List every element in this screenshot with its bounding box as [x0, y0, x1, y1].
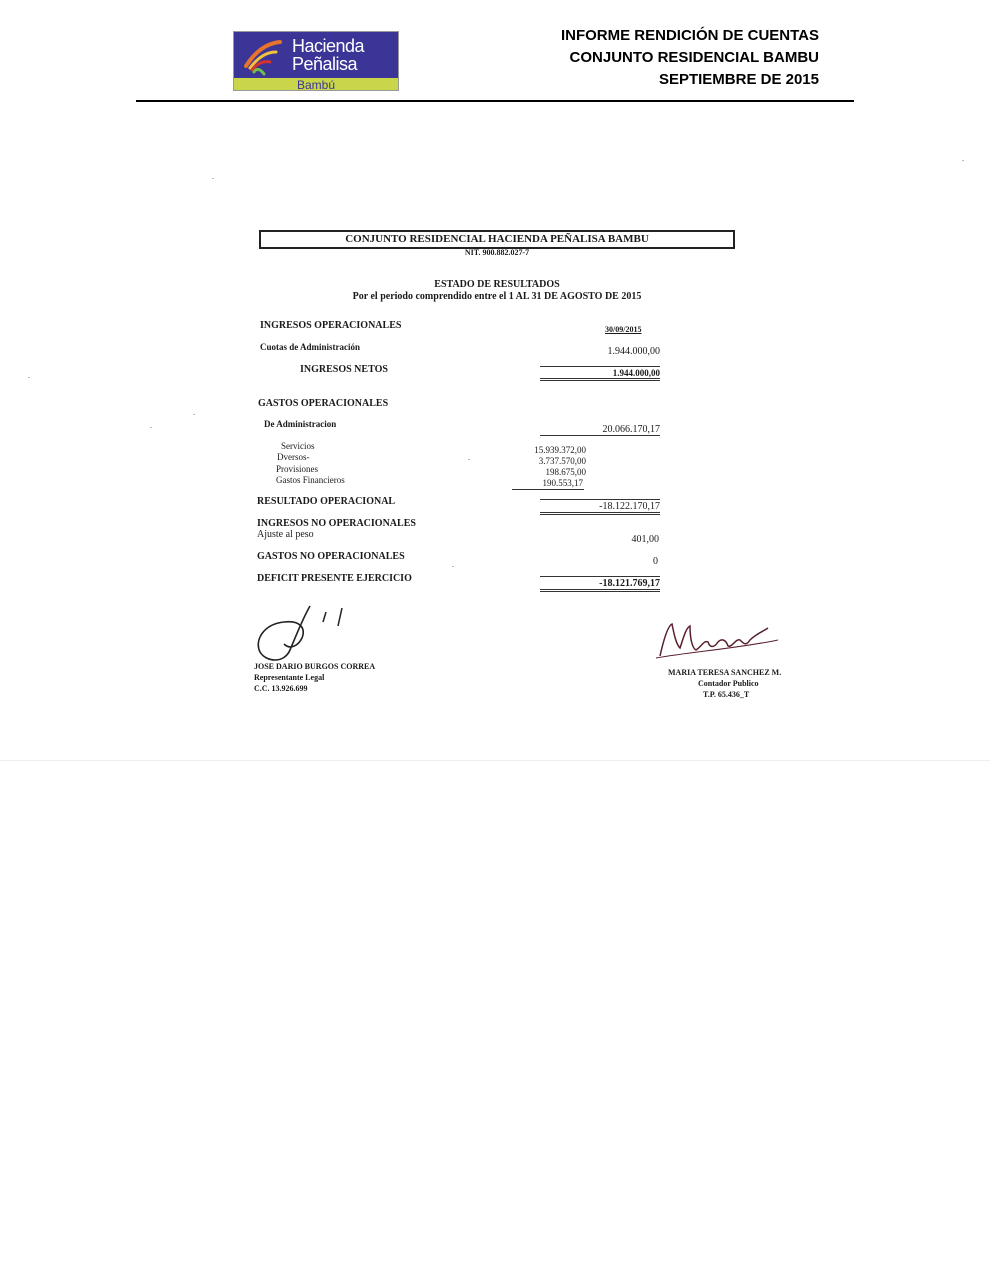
- column-date: 30/09/2015: [605, 325, 642, 334]
- scan-speck: [468, 459, 470, 460]
- logo-line-1: Hacienda: [292, 36, 365, 56]
- right-signer-role: Contador Publico: [698, 679, 759, 688]
- scan-speck: [452, 566, 454, 567]
- gasto-item-label: Gastos Financieros: [276, 475, 345, 485]
- scan-speck: [962, 160, 964, 161]
- report-date: SEPTIEMBRE DE 2015: [658, 71, 819, 88]
- ajuste-label: Ajuste al peso: [257, 529, 314, 540]
- left-signer-id: C.C. 13.926.699: [254, 684, 308, 693]
- scan-speck: [193, 414, 195, 415]
- scan-speck: [150, 427, 152, 428]
- company-name: CONJUNTO RESIDENCIAL HACIENDA PEÑALISA BAMBU: [345, 233, 649, 245]
- left-signer-role: Representante Legal: [254, 673, 325, 682]
- deficit-value: -18.121.769,17: [540, 576, 660, 592]
- company-title-box: [259, 230, 735, 249]
- gasto-item-label: Dversos-: [277, 452, 310, 462]
- admin-label: De Administracion: [264, 419, 337, 429]
- company-nit: NIT. 900.882.027-7: [464, 248, 530, 257]
- legal-representative-signature: [250, 600, 360, 666]
- gasto-item-label: Provisiones: [276, 464, 319, 474]
- gastos-operacionales-label: GASTOS OPERACIONALES: [258, 398, 389, 409]
- ingresos-netos-value: 1.944.000,00: [540, 366, 660, 381]
- accountant-signature: [650, 618, 785, 664]
- statement-period: Por el periodo comprendido entre el 1 AL 31 DE AGOSTO DE 2015: [352, 291, 642, 302]
- gasto-item-value: 198.675,00: [545, 467, 586, 477]
- cuotas-value: 1.944.000,00: [607, 346, 660, 357]
- ingresos-netos-label: INGRESOS NETOS: [300, 364, 388, 375]
- report-subtitle: CONJUNTO RESIDENCIAL BAMBU: [569, 49, 819, 66]
- scan-speck: [28, 377, 30, 378]
- report-title: INFORME RENDICIÓN DE CUENTAS: [560, 27, 819, 44]
- scan-speck: [212, 178, 214, 179]
- gasto-item-label: Servicios: [281, 441, 315, 451]
- right-signer-id: T.P. 65.436_T: [703, 690, 750, 699]
- gasto-item-value: 3.737.570,00: [538, 456, 586, 466]
- ajuste-value: 401,00: [631, 534, 659, 545]
- ingresos-no-operacionales-label: INGRESOS NO OPERACIONALES: [257, 518, 416, 529]
- gastos-no-operacionales-value: 0: [653, 556, 658, 567]
- right-signer-name: MARIA TERESA SANCHEZ M.: [668, 668, 782, 677]
- scan-bottom-edge: [0, 760, 990, 761]
- logo-line-2: Peñalisa: [292, 54, 358, 74]
- gasto-item-value: 15.939.372,00: [534, 445, 586, 455]
- cuotas-label: Cuotas de Administración: [260, 342, 361, 352]
- deficit-label: DEFICIT PRESENTE EJERCICIO: [257, 573, 412, 584]
- gasto-item-value: 190.553,17: [542, 478, 583, 488]
- subtotal-underline: [512, 489, 584, 490]
- gastos-no-operacionales-label: GASTOS NO OPERACIONALES: [257, 551, 405, 562]
- statement-title: ESTADO DE RESULTADOS: [434, 279, 560, 290]
- left-signer-name: JOSE DARIO BURGOS CORREA: [254, 662, 376, 671]
- logo-line-3: Bambú: [296, 78, 336, 91]
- admin-value: 20.066.170,17: [540, 424, 660, 436]
- resultado-operacional-value: -18.122.170,17: [540, 499, 660, 515]
- resultado-operacional-label: RESULTADO OPERACIONAL: [257, 496, 396, 507]
- ingresos-operacionales-label: INGRESOS OPERACIONALES: [260, 320, 402, 331]
